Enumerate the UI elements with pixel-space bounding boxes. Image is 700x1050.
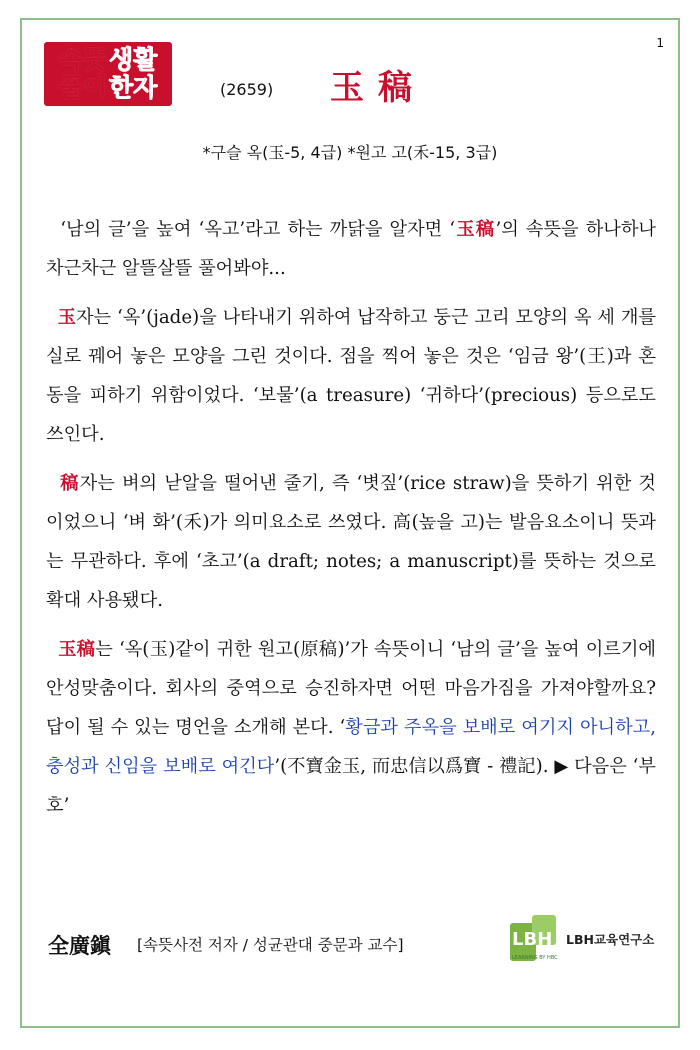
org-name: LBH교육연구소: [566, 932, 655, 947]
logo-left: [59, 46, 107, 102]
paragraph-char-2: 稿자는 벼의 낟알을 떨어낸 줄기, 즉 ‘볏짚’(rice straw)을 뜻하기 위한 것이었으니 ‘벼 화’(禾)가 의미요소로 쓰였다. 高(높을 고)는 발음요소이니 뜻과는 무관하다. 후에 ‘초고’(a draft; notes; a manuscript)를 뜻하는 것으로 확대 사용됐다.: [46, 473, 656, 611]
logo-char: 속뜻: [58, 45, 107, 74]
highlight-char: 玉: [57, 307, 76, 328]
highlight-char: 稿: [60, 473, 80, 494]
lbh-logo-icon: LBH LEARNING BY HBC: [508, 913, 560, 965]
paragraph-conclusion: 玉稿는 ‘옥(玉)같이 귀한 원고(原稿)’가 속뜻이니 ‘남의 글’을 높여 이르기에 안성맞춤이다. 회사의 중역으로 승진하자면 어떤 마음가짐을 가져야할까요? 답이 될 수 있는 명언을 소개해 본다. ‘황금과 주옥을 보배로 여기지 아니하고, 충성과 신임을 보배로 여긴다’(不寶金玉, 而忠信以爲寶 - 禮記). ▶ 다음은 ‘부호’: [46, 639, 657, 816]
paragraph-intro: ‘남의 글’을 높여 ‘옥고’라고 하는 까닭을 알자면 ‘玉稿’의 속뜻을 하나하나 차근차근 알뜰살뜰 풀어봐야...: [46, 219, 656, 279]
page-number: 1: [656, 36, 664, 50]
highlight-word: 玉稿: [58, 639, 96, 660]
logo-right: [109, 46, 157, 102]
author-role: [속뜻사전 저자 / 성균관대 중문과 교수]: [137, 936, 404, 954]
character-readings: *구슬 옥(玉-5, 4급) *원고 고(禾-15, 3급): [202, 143, 498, 162]
next-arrow-icon: ▶: [554, 756, 569, 777]
paragraph-char-1: 玉자는 ‘옥’(jade)을 나타내기 위하여 납작하고 둥근 고리 모양의 옥 세 개를 실로 꿰어 놓은 모양을 그린 것이다. 점을 찍어 놓은 것은 ‘임금 왕’(王)과 혼동을 피하기 위함이었다. ‘보물’(a treasure) ‘귀하다’(precious) 등으로도 쓰인다.: [46, 307, 656, 445]
highlight-word: 玉稿: [455, 219, 496, 240]
logo-char: 한자: [109, 73, 158, 102]
quote-text: 황금과 주옥을 보배로 여기지 아니하고, 충성과 신임을 보배로 여긴다: [46, 717, 657, 777]
article-body: [46, 210, 656, 835]
article-number: (2659): [220, 80, 274, 99]
org-logo: [508, 913, 654, 965]
series-logo: [44, 42, 172, 106]
logo-char: 생활: [109, 45, 158, 74]
logo-char: 풀이: [58, 73, 107, 102]
page-title: 玉稿: [330, 68, 426, 108]
author-name: 全廣鎭: [48, 933, 111, 958]
